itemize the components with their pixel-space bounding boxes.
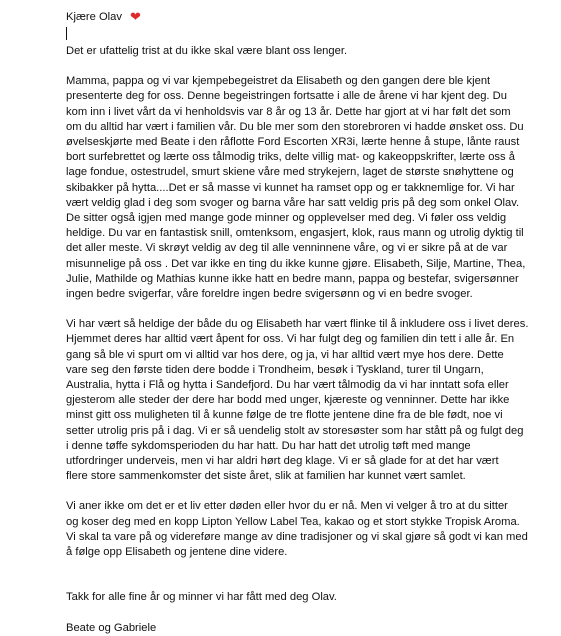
- text-line: gang så ble vi spurt om vi alltid var hos dere, og ja, vi har alltid vært mye hos dere. Dette: [66, 348, 504, 361]
- text-line: utfordringer underveis, men vi har aldri hørt deg klage. Vi er så glade for at det har vært: [66, 455, 499, 468]
- text-line: og koser deg med en kopp Lipton Yellow Label Tea, kakao og et stort stykke Tropisk Aroma.: [66, 515, 520, 528]
- text-line: Vi aner ikke om det er et liv etter døden eller hvor du er nå. Men vi velger å tro at du sitter: [66, 500, 508, 513]
- text-line: å følge opp Elisabeth og jentene dine videre.: [66, 546, 288, 559]
- text-line: Hjemmet deres har alltid vært åpent for oss. Vi har fulgt deg og familien din tett i alle år. En: [66, 333, 515, 346]
- text-line: Mamma, pappa og vi var kjempebegeistret da Elisabeth og den gangen dere ble kjent: [66, 75, 491, 88]
- text-line: setter utrolig pris på i dag. Vi er så uendelig stolt av storesøster som har stått på og fulgt deg: [66, 424, 524, 437]
- paragraph-1: [66, 74, 549, 302]
- text-line: kom inn i livet vårt da vi henholdsvis var 8 år og 13 år. Dette har gjort at vi har følt det som: [66, 105, 511, 118]
- text-line: bort surfebrettet og lærte oss tålmodig triks, delte villig mat- og kakeoppskrifter, lærte oss å: [66, 151, 515, 164]
- text-line: De sitter også igjen med mange gode minner og opplevelser med deg. Vi føler oss veldig: [66, 212, 507, 225]
- text-line: Vi har vært så heldige der både du og Elisabeth har vært flinke til å inkludere oss i livet deres.: [66, 318, 529, 331]
- text-line: skibakker på hytta....Det er så masse vi kunnet ha ramset opp og er takknemlige for. Vi har: [66, 181, 515, 194]
- text-line: vært veldig glad i deg som svoger og barna våre har satt veldig pris på deg som onkel Olav.: [66, 196, 520, 209]
- signature: Beate og Gabriele: [66, 621, 157, 634]
- text-line: vare seg den første tiden dere bodde i Trondheim, besøk i Tyskland, turer til Ungarn,: [66, 363, 484, 376]
- paragraph-3: [66, 499, 549, 560]
- greeting-row: [66, 10, 549, 26]
- text-line: heldige. Du var en fantastisk snill, omtenksom, engasjert, klok, raus mann og utrolig dyktig til: [66, 227, 524, 240]
- text-line: lage fondue, ostestrudel, smurt skiene våre med strykejern, laget de største snøhyttene og: [66, 166, 514, 179]
- text-line: misunnelige på oss . Det var ikke en ting du ikke kunne gjøre. Elisabeth, Silje, Martine, Thea,: [66, 257, 526, 270]
- text-line: Australia, hytta i Flå og hytta i Sandefjord. Du har vært tålmodig da vi har inntatt sofa eller: [66, 379, 509, 392]
- text-line: flere store sammenkomster det siste året, slik at familien har kunnet vært samlet.: [66, 470, 466, 483]
- text-line: Vi skal ta vare på og videreføre mange av dine tradisjoner og vi skal gjøre så godt vi kan med: [66, 530, 528, 543]
- paragraph-2: [66, 317, 549, 484]
- heart-icon: ❤: [130, 9, 141, 24]
- closing-line: Takk for alle fine år og minner vi har fått med deg Olav.: [66, 591, 337, 604]
- text-line: øvelseskjørte med Beate i den råflotte Ford Escorten XR3i, lærte henne å stupe, lånte raust: [66, 136, 520, 149]
- text-line: gjesterom alle steder der dere har bodd med unger, kjæreste og venninner. Dette har ikke: [66, 394, 510, 407]
- text-line: ingen bedre svigerfar, våre foreldre ingen bedre svigersønn og vi en bedre svoger.: [66, 288, 473, 301]
- text-line: presenterte deg for oss. Denne begeistringen fortsatte i alle de årene vi har kjent deg. Du: [66, 90, 507, 103]
- text-line: om du alltid har vært i familien vår. Du ble mer som den storebroren vi hadde ønsket oss. Du: [66, 120, 524, 133]
- text-line: Julie, Mathilde og Mathias kunne ikke hatt en bedre mann, pappa og bestefar, svigersønner: [66, 272, 519, 285]
- intro-line: Det er ufattelig trist at du ikke skal være blant oss lenger.: [66, 45, 348, 57]
- text-line: det aller meste. Vi skrøyt veldig av deg til alle venninnene våre, og vi er sikre på at de var: [66, 242, 508, 255]
- text-line: minst gitt oss muligheten til å kunne følge de tre flotte jentene dine fra de ble født, noe vi: [66, 409, 503, 422]
- text-line: i denne tøffe sykdomsperioden du har hatt. Du har hatt det utrolig tøft med mange: [66, 439, 471, 452]
- greeting: Kjære Olav: [66, 11, 122, 23]
- text-cursor: [66, 27, 67, 40]
